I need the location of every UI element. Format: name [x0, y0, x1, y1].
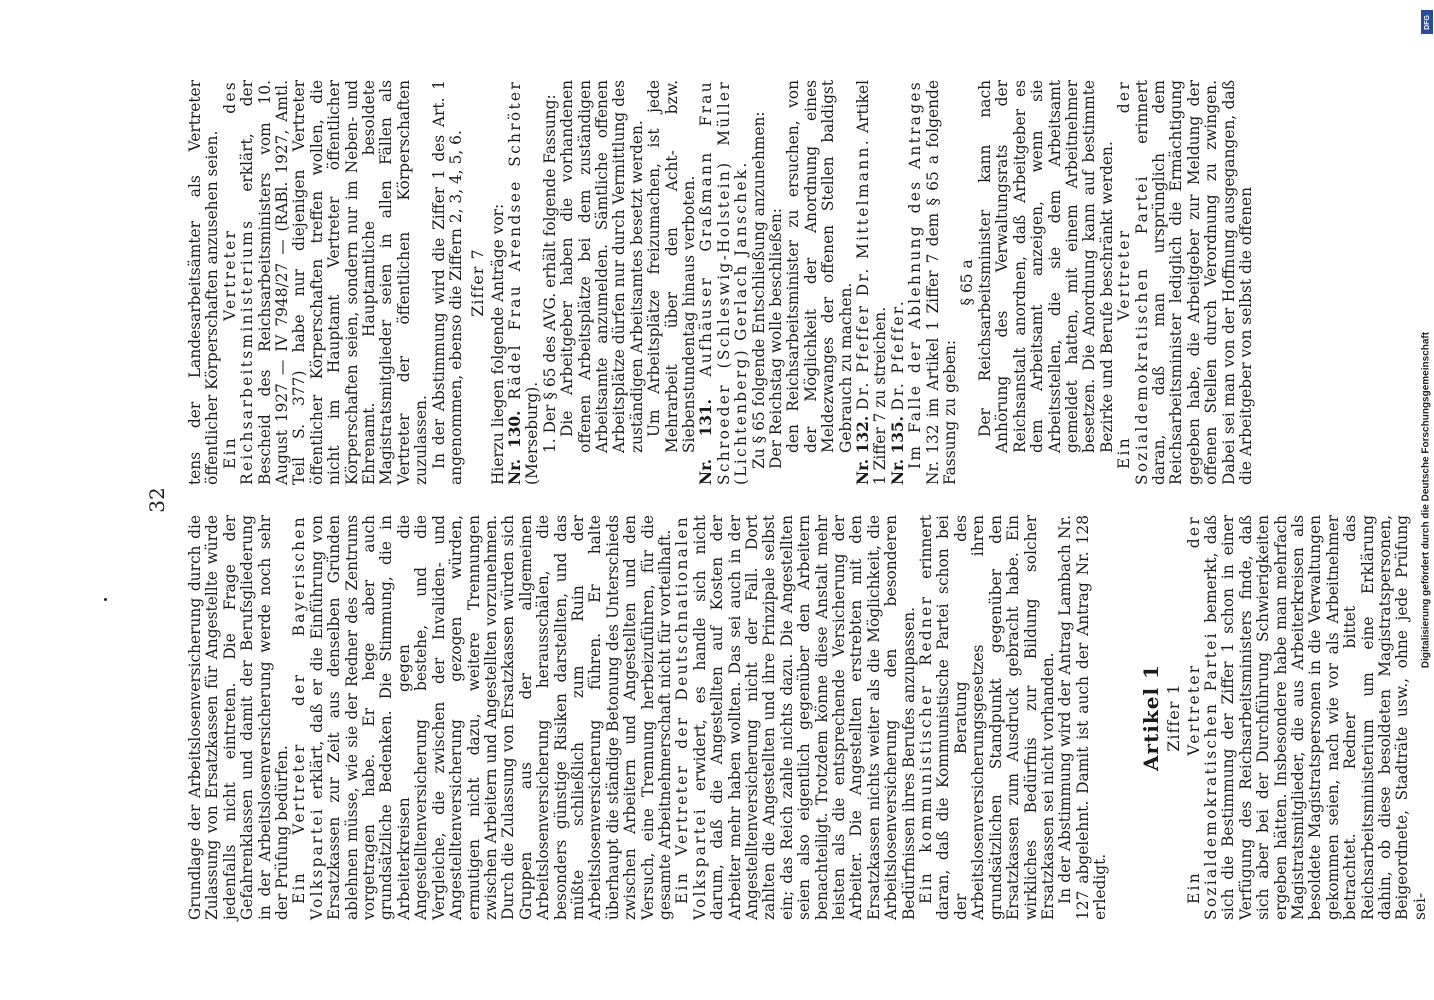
spaced-speaker: Ein Vertreter der Bayerischen Volkspartei — [290, 515, 326, 920]
paragraph — [977, 80, 1116, 485]
page-number: 32 — [145, 487, 169, 513]
paragraph — [785, 80, 855, 485]
spaced-speaker: Aufhäuser Graßmann Frau Schroeder (Schleswig-Holstein) Müller (Lichtenberg) Gerlach Janschek. — [697, 80, 751, 485]
paragraph-text: tens der Landesarbeitsämter als Vertreter öffentlicher Körperschaften anzusehen seien. — [186, 80, 222, 485]
paragraph-text: Die Arbeitgeber haben die vorhandenen offenen Arbeitsplätze bei dem zuständigen Arbeitsamte anzumelden. Sämtliche offenen Arbeitsplätze dürfen nur durch Vermittlung des zuständigen Arbeitsamtes besetzt werden. — [558, 80, 646, 453]
paragraph — [907, 80, 959, 485]
paragraph-text: Um Arbeitsplätze freizumachen, ist jede Mehrarbeit über den Acht- bzw. Siebenstundentag hinaus verboten. — [645, 80, 698, 453]
spaced-speaker: Ein kommunistischer Redner — [917, 594, 936, 904]
digitization-sidebar — [1418, 0, 1434, 1000]
print-speck — [104, 598, 107, 601]
paragraph-text: erwidert, es handle sich nicht darum, daß die Angestellten auf Kosten der Arbeiter mehr haben wollten. Das sei auch in der Angestelltenversicherung nicht der Fall. Dort zahlten die Angestellten und ihre Prinzipale selbst ein; das Reich zahle nichts dazu. Die Angestellten seien also eigentlich gegenüber den Arbeitern benachteiligt. Trotzdem könne diese Anstalt mehr leisten als die entsprechende Versicherung der Arbeiter. Die Angestellten erstrebten mit den Ersatzkassen nichts weiter als die Möglichkeit, die Arbeitslosenversicherung den besonderen Bedürfnissen ihres Berufes anzupassen. — [690, 515, 918, 920]
section-heading: Artikel 1 — [1138, 664, 1163, 771]
paragraph-text: Zu § 65 folgende Entschließung anzunehmen: — [749, 111, 768, 469]
paragraph — [698, 80, 750, 485]
paragraph-text: Der Reichsarbeitsminister kann nach Anhörung des Verwaltungsrats der Reichsanstalt anordnen, daß Arbeitgeber es dem Arbeitsamt anzeigen, wenn sie Arbeitsstellen, die sie dem Arbeitsamt gemeldet hatten, mit einem Arbeitnehmer besetzen. Die Anordnung kann auf bestimmte Bezirke und Berufe beschränkt werden. — [975, 80, 1116, 453]
paragraph-text: Artikel 1 Ziffer 7 zu streichen. — [854, 80, 890, 485]
spaced-speaker: Dr. Pfeffer Dr. Mittelmann. — [854, 138, 873, 411]
paragraph — [855, 80, 890, 485]
dfg-logo: DFG — [1421, 10, 1433, 34]
spaced-speaker: Rädel Frau Arendsee Schröter — [505, 80, 524, 400]
motion-number: Nr. 132. — [854, 410, 873, 485]
paragraph — [890, 80, 907, 485]
paragraph — [187, 80, 222, 485]
paragraph — [431, 80, 466, 485]
paragraph-symbol-heading: § 65 a — [958, 259, 977, 306]
paragraph — [507, 80, 542, 485]
paragraph — [490, 80, 507, 485]
paragraph-text: 1. Der § 65 des AVG. erhält folgende Fassung: — [540, 94, 559, 453]
motion-number: Nr. 131. — [697, 376, 716, 485]
paragraph — [559, 80, 646, 485]
motion-number: Nr. 130. — [505, 399, 524, 485]
paragraph — [646, 80, 698, 485]
paragraph-text: (Merseburg). — [523, 381, 542, 485]
subsection-heading: Ziffer 1 — [1163, 683, 1183, 752]
paragraph — [918, 515, 1057, 920]
paragraph-text: In der Abstimmung wird der Antrag Lambach Nr. 127 abgelehnt. Damit ist auch der Antrag Nr. 128 erledigt. — [1056, 515, 1110, 920]
paragraph-text: In der Abstimmung wird die Ziffer 1 des Art. 1 angenommen, ebenso die Ziffern 2, 3, 4, 5, 6. — [429, 80, 466, 485]
spaced-speaker: Ein Vertreter der Sozialdemokratischen Partei — [1115, 80, 1151, 485]
paragraph-text: den Reichsarbeitsminister zu ersuchen, von der Möglichkeit der Anordnung eines Meldezwanges der offenen Stellen baldigst Gebrauch zu machen. — [784, 80, 855, 453]
left-column — [186, 515, 1429, 920]
subsection-heading: Ziffer 7 — [467, 248, 487, 317]
paragraph-text: Nr. 132 im Artikel 1 Ziffer 7 dem § 65 a folgende Fassung zu geben: — [923, 80, 960, 485]
paragraph — [291, 515, 674, 920]
motion-number: Nr. 135. — [888, 410, 907, 485]
spaced-speaker: Ein Vertreter der Sozialdemokratischen Partei — [1184, 515, 1220, 920]
paragraph-text: erinnert daran, daß man ursprünglich dem Reichsarbeitsminister lediglich die Ermächtigung gegeben habe, die Arbeitgeber zur Meldung der offenen Stellen durch Verordnung zu zwingen. Dabei sei man von der Hoffnung ausgegangen, daß die Arbeitgeber von selbst die offenen — [1132, 80, 1255, 485]
paragraph-text: Der Reichstag wolle beschließen: — [767, 208, 785, 469]
funding-notice: Digitalisierung gefördert durch die Deutsche Forschungsgemeinschaft — [1420, 331, 1432, 669]
paragraph-text: bemerkt, daß sich die Bestimmung der Ziffer 1 schon in einer Verfügung des Reichsarbeitsministers finde, daß sich aber bei der Durchführung Schwierigkeiten ergeben hätten. Insbesondere habe man mehrfach Magistratsmitglieder, die aus Arbeiterkreisen als besoldete Magistratspersonen in die Verwaltungen gekommen seien, nach wie vor als Arbeitnehmer betrachtet. Redner bittet das Reichsarbeitsministerium um eine Erklärung dahin, ob diese besoldeten Magistratspersonen, Beigeordnete, Stadträte usw., ohne jede Prüfung sei- — [1201, 515, 1429, 920]
paragraph-text: erklärt, daß er die Einführung von Ersatzkassen zur Zeit aus denselben Gründen ablehnen müsse, wie sie der Redner des Zentrums vorgetragen habe. Er hege aber auch grundsätzliche Bedenken. Die Stimmung, die in Arbeiterkreisen gegen die Angestelltenversicherung bestehe, und die Vergleiche, die zwischen der Invaliden- und Angestelltenversicherung gezogen würden, ermutigen nicht dazu, weitere Trennungen zwischen Arbeitern und Angestellten vorzunehmen. Durch die Zulassung von Ersatzkassen würden sich Gruppen aus der allgemeinen Arbeitslosenversicherung herausschälen, die besonders günstige Risiken darstellten, und das müßte schließlich zum Ruin der Arbeitslosenversicherung führen. Er halte überhaupt die ständige Betonung des Unterschieds zwischen Arbeitern und Angestellten und den Versuch, eine Trennung herbeizuführen, für die gesamte Arbeitnehmerschaft nicht für vorteilhaft. — [307, 515, 674, 920]
paragraph — [1116, 80, 1255, 485]
spaced-speaker: Ein Vertreter des Reichsarbeitsministeriums — [220, 80, 257, 485]
paragraph — [751, 80, 768, 485]
paragraph-text: Hierzu liegen folgende Anträge vor: — [488, 203, 507, 485]
paragraph-text: erinnert daran, daß die Kommunistische Partei schon bei der Beratung des Arbeitslosenversicherungsgesetzes ihren grundsätzlichen Standpunkt gegenüber den Ersatzkassen zum Ausdruck gebracht habe. Ein wirkliches Bedürfnis zur Bildung solcher Ersatzkassen sei nicht vorhanden. — [917, 515, 1057, 920]
paragraph-text: erklärt, der Bescheid des Reichsarbeitsministers vom 10. August 1927 — IV 7948/27 — (RABl. 1927, Amtl. Teil S. 377) habe nur diejenigen Vertreter öffentlicher Körperschaften treffen wollen, die nicht im Hauptamt Vertreter öffentlicher Körperschaften seien, sondern nur im Neben- und Ehrenamt. Hauptamtliche besoldete Magistratsmitglieder seien in allen Fällen als Vertreter der öffentlichen Körperschaften zuzulassen. — [238, 80, 431, 485]
paragraph — [222, 80, 431, 485]
paragraph — [187, 515, 291, 920]
paragraph — [542, 80, 559, 485]
paragraph — [1186, 515, 1430, 920]
paragraph — [1057, 515, 1109, 920]
right-column — [187, 80, 1262, 485]
spaced-speaker: Dr. Pfeffer. — [888, 299, 907, 411]
spaced-speaker: Ein Vertreter der Deutschnationalen Volkspartei — [673, 515, 709, 920]
paragraph — [674, 515, 918, 920]
paragraph-text: Grundlage der Arbeitslosenversicherung durch die Zulassung von Ersatzkassen für Angestellte würde jedenfalls nicht eintreten. Die Frage der Gefahrenklassen und damit der Berufsgliederung in der Arbeitslosenversicherung werde noch sehr der Prüfung bedürfen. — [186, 515, 292, 920]
spaced-speaker: Im Falle der Ablehnung des Antrages — [906, 80, 925, 469]
paragraph — [768, 80, 785, 485]
